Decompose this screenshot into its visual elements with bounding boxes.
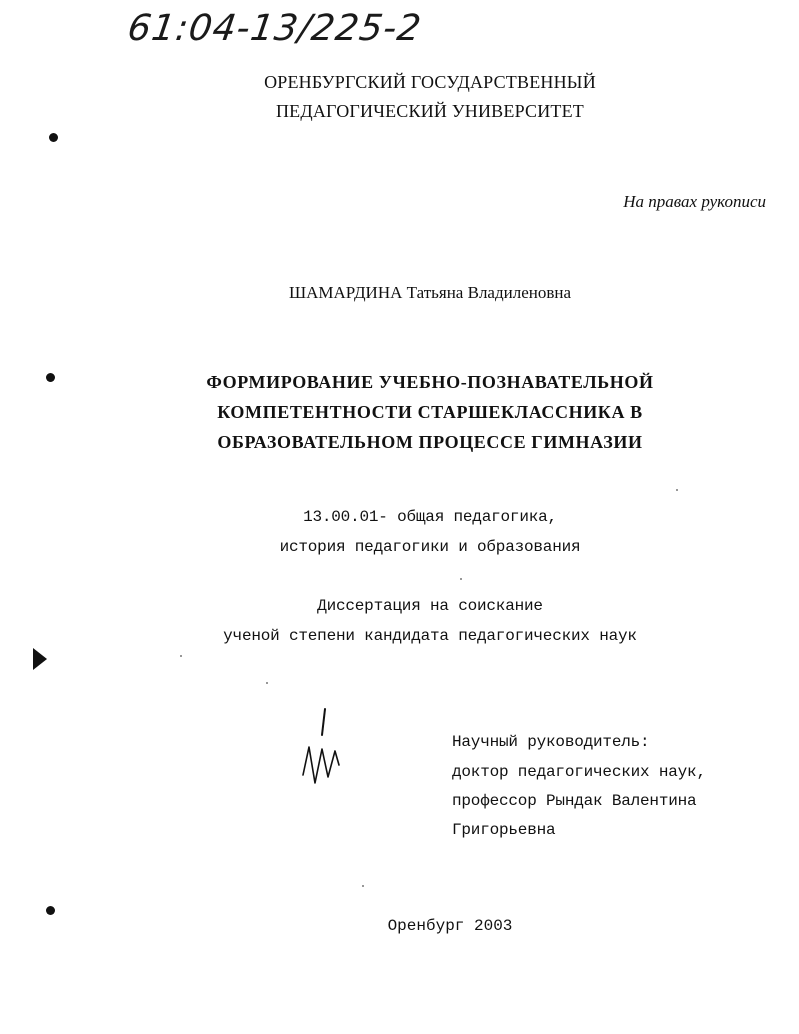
scan-speck bbox=[180, 655, 182, 657]
title-line-2: КОМПЕТЕНТНОСТИ СТАРШЕКЛАССНИКА В bbox=[217, 402, 643, 422]
city-year: Оренбург 2003 bbox=[387, 917, 513, 935]
author-name: ШАМАРДИНА Татьяна Владиленовна bbox=[288, 283, 572, 302]
title-line-3: ОБРАЗОВАТЕЛЬНОМ ПРОЦЕССЕ ГИМНАЗИИ bbox=[217, 432, 643, 452]
scan-speck bbox=[362, 885, 364, 887]
institution-line-1: ОРЕНБУРГСКИЙ ГОСУДАРСТВЕННЫЙ bbox=[264, 72, 596, 92]
archive-code-handwritten: 61:04-13/225-2 bbox=[125, 8, 425, 49]
scan-speck bbox=[460, 578, 462, 580]
margin-dot-mark bbox=[46, 373, 55, 382]
degree-line-1: Диссертация на соискание bbox=[317, 597, 543, 615]
degree-line-2: ученой степени кандидата педагогических наук bbox=[223, 627, 637, 645]
supervisor-line-1: Научный руководитель: bbox=[452, 733, 650, 751]
institution-line-2: ПЕДАГОГИЧЕСКИЙ УНИВЕРСИТЕТ bbox=[275, 101, 584, 121]
rights-note: На правах рукописи bbox=[623, 192, 766, 211]
scan-speck bbox=[266, 682, 268, 684]
signature-icon bbox=[295, 705, 355, 800]
supervisor-line-4: Григорьевна bbox=[452, 821, 556, 839]
margin-arrow-mark bbox=[33, 648, 47, 670]
scan-speck bbox=[676, 489, 678, 491]
title-line-1: ФОРМИРОВАНИЕ УЧЕБНО-ПОЗНАВАТЕЛЬНОЙ bbox=[206, 372, 654, 392]
margin-dot-mark bbox=[49, 133, 58, 142]
supervisor-line-3: профессор Рындак Валентина bbox=[452, 792, 697, 810]
specialty-line-1: 13.00.01- общая педагогика, bbox=[303, 508, 557, 526]
margin-dot-mark bbox=[46, 906, 55, 915]
supervisor-line-2: доктор педагогических наук, bbox=[452, 763, 706, 781]
specialty-line-2: история педагогики и образования bbox=[279, 538, 581, 556]
